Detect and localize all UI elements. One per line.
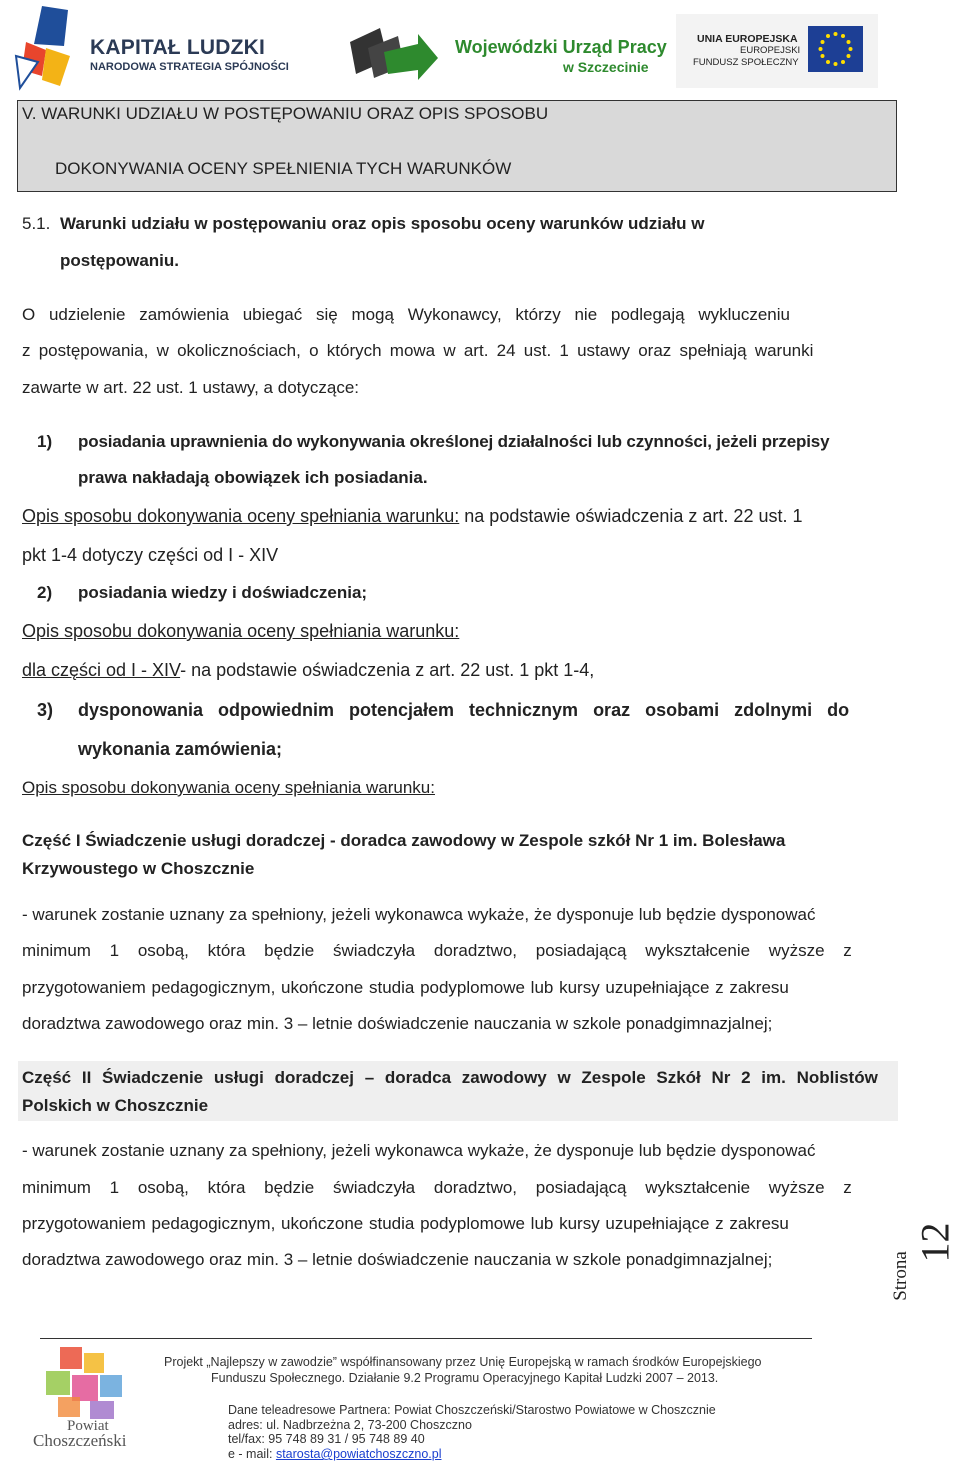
subsection-number: 5.1.: [22, 214, 51, 233]
wup-subtitle: w Szczecinie: [563, 59, 649, 75]
part2-title-line2: Polskich w Choszcznie: [22, 1096, 209, 1115]
item1-line1: posiadania uprawnienia do wykonywania określonej działalności lub czynności, jeżeli przepisy: [78, 432, 830, 451]
item3-desc-label: Opis sposobu dokonywania oceny spełniania warunku:: [22, 778, 435, 797]
footer-contact-line3: tel/fax: 95 748 89 31 / 95 748 89 40: [228, 1432, 425, 1446]
eu-title: UNIA EUROPEJSKA: [697, 33, 798, 45]
powiat-logo-text1: Powiat: [67, 1418, 109, 1434]
item2-part-text: - na podstawie oświadczenia z art. 22 ust. 1 pkt 1-4,: [180, 660, 595, 680]
item1-desc-line2: pkt 1-4 dotyczy części od I - XIV: [22, 545, 279, 565]
item3-line2: wykonania zamówienia;: [78, 739, 283, 759]
footer-divider: [40, 1338, 812, 1339]
item1-desc-text: na podstawie oświadczenia z art. 22 ust. 1: [459, 506, 803, 526]
footer-email-row: [228, 1447, 441, 1461]
part2-line3: przygotowaniem pedagogicznym, ukończone studia podyplomowe lub kursy uzupełniające z zakresu: [22, 1214, 789, 1233]
item1-number: 1): [37, 432, 53, 451]
kapital-ludzki-title: KAPITAŁ LUDZKI: [90, 36, 266, 59]
page-number: 12: [912, 1222, 958, 1263]
page-label: Strona: [889, 1251, 911, 1301]
item1-desc-label: Opis sposobu dokonywania oceny spełniania warunku:: [22, 506, 460, 526]
subsection-title-line1: Warunki udziału w postępowaniu oraz opis sposobu oceny warunków udziału w: [60, 214, 705, 233]
part2-line2: minimum 1 osobą, która będzie świadczyła doradztwo, posiadającą wykształcenie wyższe z: [22, 1178, 852, 1197]
powiat-logo-text2: Choszczeński: [33, 1431, 127, 1450]
part1-line4: doradztwa zawodowego oraz min. 3 – letnie doświadczenie nauczania w szkole ponadgimnazjalnej;: [22, 1014, 773, 1033]
wup-logo-icon: [340, 22, 440, 89]
eu-subtitle-2: FUNDUSZ SPOŁECZNY: [693, 57, 799, 68]
part1-line3: przygotowaniem pedagogicznym, ukończone studia podyplomowe lub kursy uzupełniające z zakresu: [22, 978, 789, 997]
part1-line2: minimum 1 osobą, która będzie świadczyła doradztwo, posiadającą wykształcenie wyższe z: [22, 941, 852, 960]
section-title-line1: V. WARUNKI UDZIAŁU W POSTĘPOWANIU ORAZ OPIS SPOSOBU: [22, 104, 549, 123]
star-logo-icon: [12, 6, 92, 94]
part1-line1: - warunek zostanie uznany za spełniony, jeżeli wykonawca wykaże, że dysponuje lub będzie dysponować: [22, 905, 816, 924]
footer-project-line1: Projekt „Najlepszy w zawodzie” współfinansowany przez Unię Europejską w ramach środków Europejskiego: [164, 1355, 762, 1369]
intro-line2: z postępowania, w okolicznościach, o których mowa w art. 24 ust. 1 ustawy oraz spełniają warunki: [22, 341, 814, 360]
item1-line2: prawa nakładają obowiązek ich posiadania.: [78, 468, 428, 487]
eu-subtitle-1: EUROPEJSKI: [740, 45, 801, 56]
subsection-title-line2: postępowaniu.: [60, 251, 179, 270]
item2-part-label: dla części od I - XIV: [22, 660, 181, 680]
footer-project-line2: Funduszu Społecznego. Działanie 9.2 Programu Operacyjnego Kapitał Ludzki 2007 – 2013.: [211, 1371, 719, 1385]
item2-number: 2): [37, 583, 53, 602]
part1-title-line2: Krzywoustego w Choszcznie: [22, 859, 255, 878]
item2-line1: posiadania wiedzy i doświadczenia;: [78, 583, 368, 602]
intro-line1: [22, 305, 896, 325]
item2-desc-label: Opis sposobu dokonywania oceny spełniania warunku:: [22, 621, 460, 641]
footer-contact-line1: Dane teleadresowe Partnera: Powiat Choszczeński/Starostwo Powiatowe w Choszcznie: [228, 1403, 716, 1417]
item3-line1: dysponowania odpowiednim potencjałem technicznym oraz osobami zdolnymi do: [78, 700, 850, 720]
item1-desc: [22, 506, 802, 526]
item2-part: [22, 660, 594, 680]
item3-number: 3): [37, 700, 54, 720]
section-title-line2: DOKONYWANIA OCENY SPEŁNIENIA TYCH WARUNKÓW: [55, 159, 512, 178]
kapital-ludzki-subtitle: NARODOWA STRATEGIA SPÓJNOŚCI: [90, 61, 289, 73]
part2-line4: doradztwa zawodowego oraz min. 3 – letnie doświadczenie nauczania w szkole ponadgimnazjalnej;: [22, 1250, 773, 1269]
part2-line1: - warunek zostanie uznany za spełniony, jeżeli wykonawca wykaże, że dysponuje lub będzie dysponować: [22, 1141, 816, 1160]
intro-text: O udzielenie zamówienia ubiegać się mogą Wykonawcy, którzy nie podlegają wykluczeniu: [22, 305, 790, 324]
footer-email-label: e - mail:: [228, 1447, 276, 1461]
wup-title: Wojewódzki Urząd Pracy: [455, 37, 667, 57]
part1-title-line1: Część I Świadczenie usługi doradczej - doradca zawodowy w Zespole szkół Nr 1 im. Bolesława: [22, 831, 786, 850]
eu-flag-icon: [808, 26, 863, 72]
part2-title-line1: Część II Świadczenie usługi doradczej – doradca zawodowy w Zespole Szkół Nr 2 im. Noblistów: [22, 1068, 878, 1087]
footer-contact-line2: adres: ul. Nadbrzeżna 2, 73-200 Choszczno: [228, 1418, 472, 1432]
footer-email-link[interactable]: starosta@powiatchoszczno.pl: [275, 1447, 442, 1461]
intro-line3: zawarte w art. 22 ust. 1 ustawy, a dotyczące:: [22, 378, 360, 397]
